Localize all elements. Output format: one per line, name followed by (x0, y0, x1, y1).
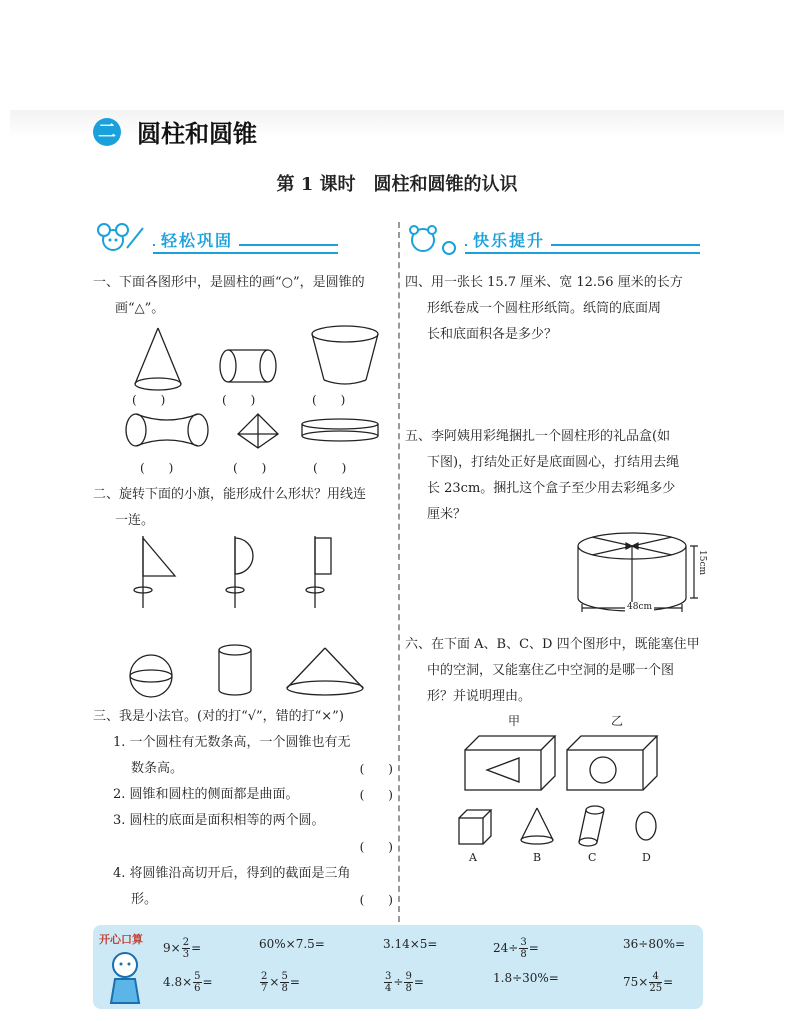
q3-blank-2[interactable]: ( ) (359, 788, 393, 802)
row2-item-3: $\frac{3}{4}$ ÷ $\frac{9}{8}$ = (385, 971, 424, 994)
q2-line2: 一连。 (115, 513, 155, 528)
label-jia: 甲 (508, 714, 521, 728)
q3-item-2: 2. 圆锥和圆柱的侧面都是曲面。 ( ) (93, 782, 393, 808)
chapter-number-badge: 二 (93, 118, 121, 146)
right-section-banner (405, 222, 700, 258)
semicircle-flag (226, 536, 253, 608)
page-top-shadow (10, 110, 784, 138)
q1-blank-6[interactable]: ( ) (313, 461, 347, 475)
bear-mascot-icon (405, 222, 463, 258)
option-d-label: D (642, 851, 651, 864)
disc-cylinder-shape (302, 419, 378, 441)
option-d-ellipse (636, 812, 656, 840)
row2-item-1: 4.8× $\frac{5}{6}$ = (163, 971, 213, 994)
left-section-banner (93, 222, 338, 258)
q1-blank-2[interactable]: ( ) (222, 393, 256, 407)
kid-mascot-icon (101, 947, 151, 1005)
q3-blank-3[interactable]: ( ) (359, 840, 393, 854)
q1-blank-4[interactable]: ( ) (140, 461, 174, 475)
question-3 (93, 704, 393, 913)
q3-blank-4[interactable]: ( ) (359, 893, 393, 907)
row1-item-3: 3.14×5= (383, 937, 438, 951)
q1-line1: 一、下面各图形中，是圆柱的画“○”，是圆锥的 (93, 275, 365, 290)
question-6: 六、在下面 A、B、C、D 四个图形中，既能塞住甲 中的空洞，又能塞住乙中空洞的是哪一个图 形？并说明理由。 (405, 637, 700, 704)
q1-blank-1[interactable]: ( ) (132, 393, 166, 407)
q1-blank-3[interactable]: ( ) (312, 393, 346, 407)
cone-shape (135, 328, 181, 390)
label-yi: 乙 (611, 714, 624, 728)
question-4: 四、用一张长 15.7 厘米、宽 12.56 厘米的长方 形纸卷成一个圆柱形纸筒。纸筒的底面周 长和底面积各是多少？ (405, 275, 683, 342)
chapter-title: 圆柱和圆锥 (137, 120, 257, 148)
row1-item-2: 60%×7.5= (259, 937, 325, 951)
row1-item-5: 36÷80%= (623, 937, 686, 951)
option-c-cylinder (579, 806, 604, 846)
cylinder-solid (219, 645, 251, 695)
sphere-solid (130, 655, 172, 697)
row1-item-4: 24÷ $\frac{3}{8}$ = (493, 937, 539, 960)
option-a-cube (459, 810, 491, 844)
q1-line2: 画“△”。 (115, 301, 165, 316)
question-2 (93, 482, 393, 534)
q3-item-4: 4. 将圆锥沿高切开后，得到的截面是三角 形。 ( ) (93, 861, 393, 913)
q3-blank-1[interactable]: ( ) (359, 762, 393, 776)
q3-item-1: 1. 一个圆柱有无数条高，一个圆锥也有无 数条高。 ( ) (93, 730, 393, 782)
mouse-mascot-icon (93, 222, 151, 258)
q1-blank-5[interactable]: ( ) (233, 461, 267, 475)
q3-item-3: 3. 圆柱的底面是面积相等的两个圆。 ( ) (113, 813, 393, 854)
left-banner-title: 轻松巩固 (155, 228, 239, 251)
box-jia (465, 736, 555, 790)
pyramid-shape (238, 414, 278, 448)
box-width-label: 48cm (627, 602, 653, 612)
triangle-flag (134, 536, 175, 608)
horizontal-cylinder-shape (220, 350, 276, 382)
option-c-label: C (588, 851, 597, 864)
waisted-shape (126, 414, 208, 446)
right-banner-title: 快乐提升 (467, 228, 551, 251)
box-yi (567, 736, 657, 790)
q2-flags-and-solids (115, 530, 365, 700)
row2-item-5: 75× $\frac{4}{25}$ = (623, 971, 674, 994)
mental-math-panel (93, 925, 703, 1009)
lesson-title: 第 1 课时 圆柱和圆锥的认识 (276, 174, 518, 195)
q3-title: 三、我是小法官。(对的打“√”，错的打“×”) (93, 709, 344, 724)
box-height-label: 15cm (697, 550, 707, 576)
option-b-label: B (533, 851, 542, 864)
row2-item-4: 1.8÷30%= (493, 971, 559, 985)
question-5: 五、李阿姨用彩绳捆扎一个圆柱形的礼品盒(如 下图)，打结处正好是底面圆心，打结用去绳 长 23cm。捆扎这个盒子至少用去彩绳多少 厘米？ (405, 429, 680, 522)
cone-solid (287, 648, 363, 695)
mental-math-tag: 开心口算 (99, 933, 143, 946)
option-a-label: A (469, 851, 477, 864)
column-divider (398, 222, 400, 922)
q2-line1: 二、旋转下面的小旗，能形成什么形状？用线连 (93, 487, 367, 502)
option-b-cone (521, 808, 553, 844)
question-1 (93, 270, 393, 322)
bucket-shape (312, 326, 378, 384)
rectangle-flag (306, 536, 331, 608)
q6-diagram (455, 728, 685, 858)
row1-item-1: 9× $\frac{2}{3}$ = (163, 937, 202, 960)
row2-item-2: $\frac{2}{7}$ × $\frac{5}{8}$ = (261, 971, 300, 994)
